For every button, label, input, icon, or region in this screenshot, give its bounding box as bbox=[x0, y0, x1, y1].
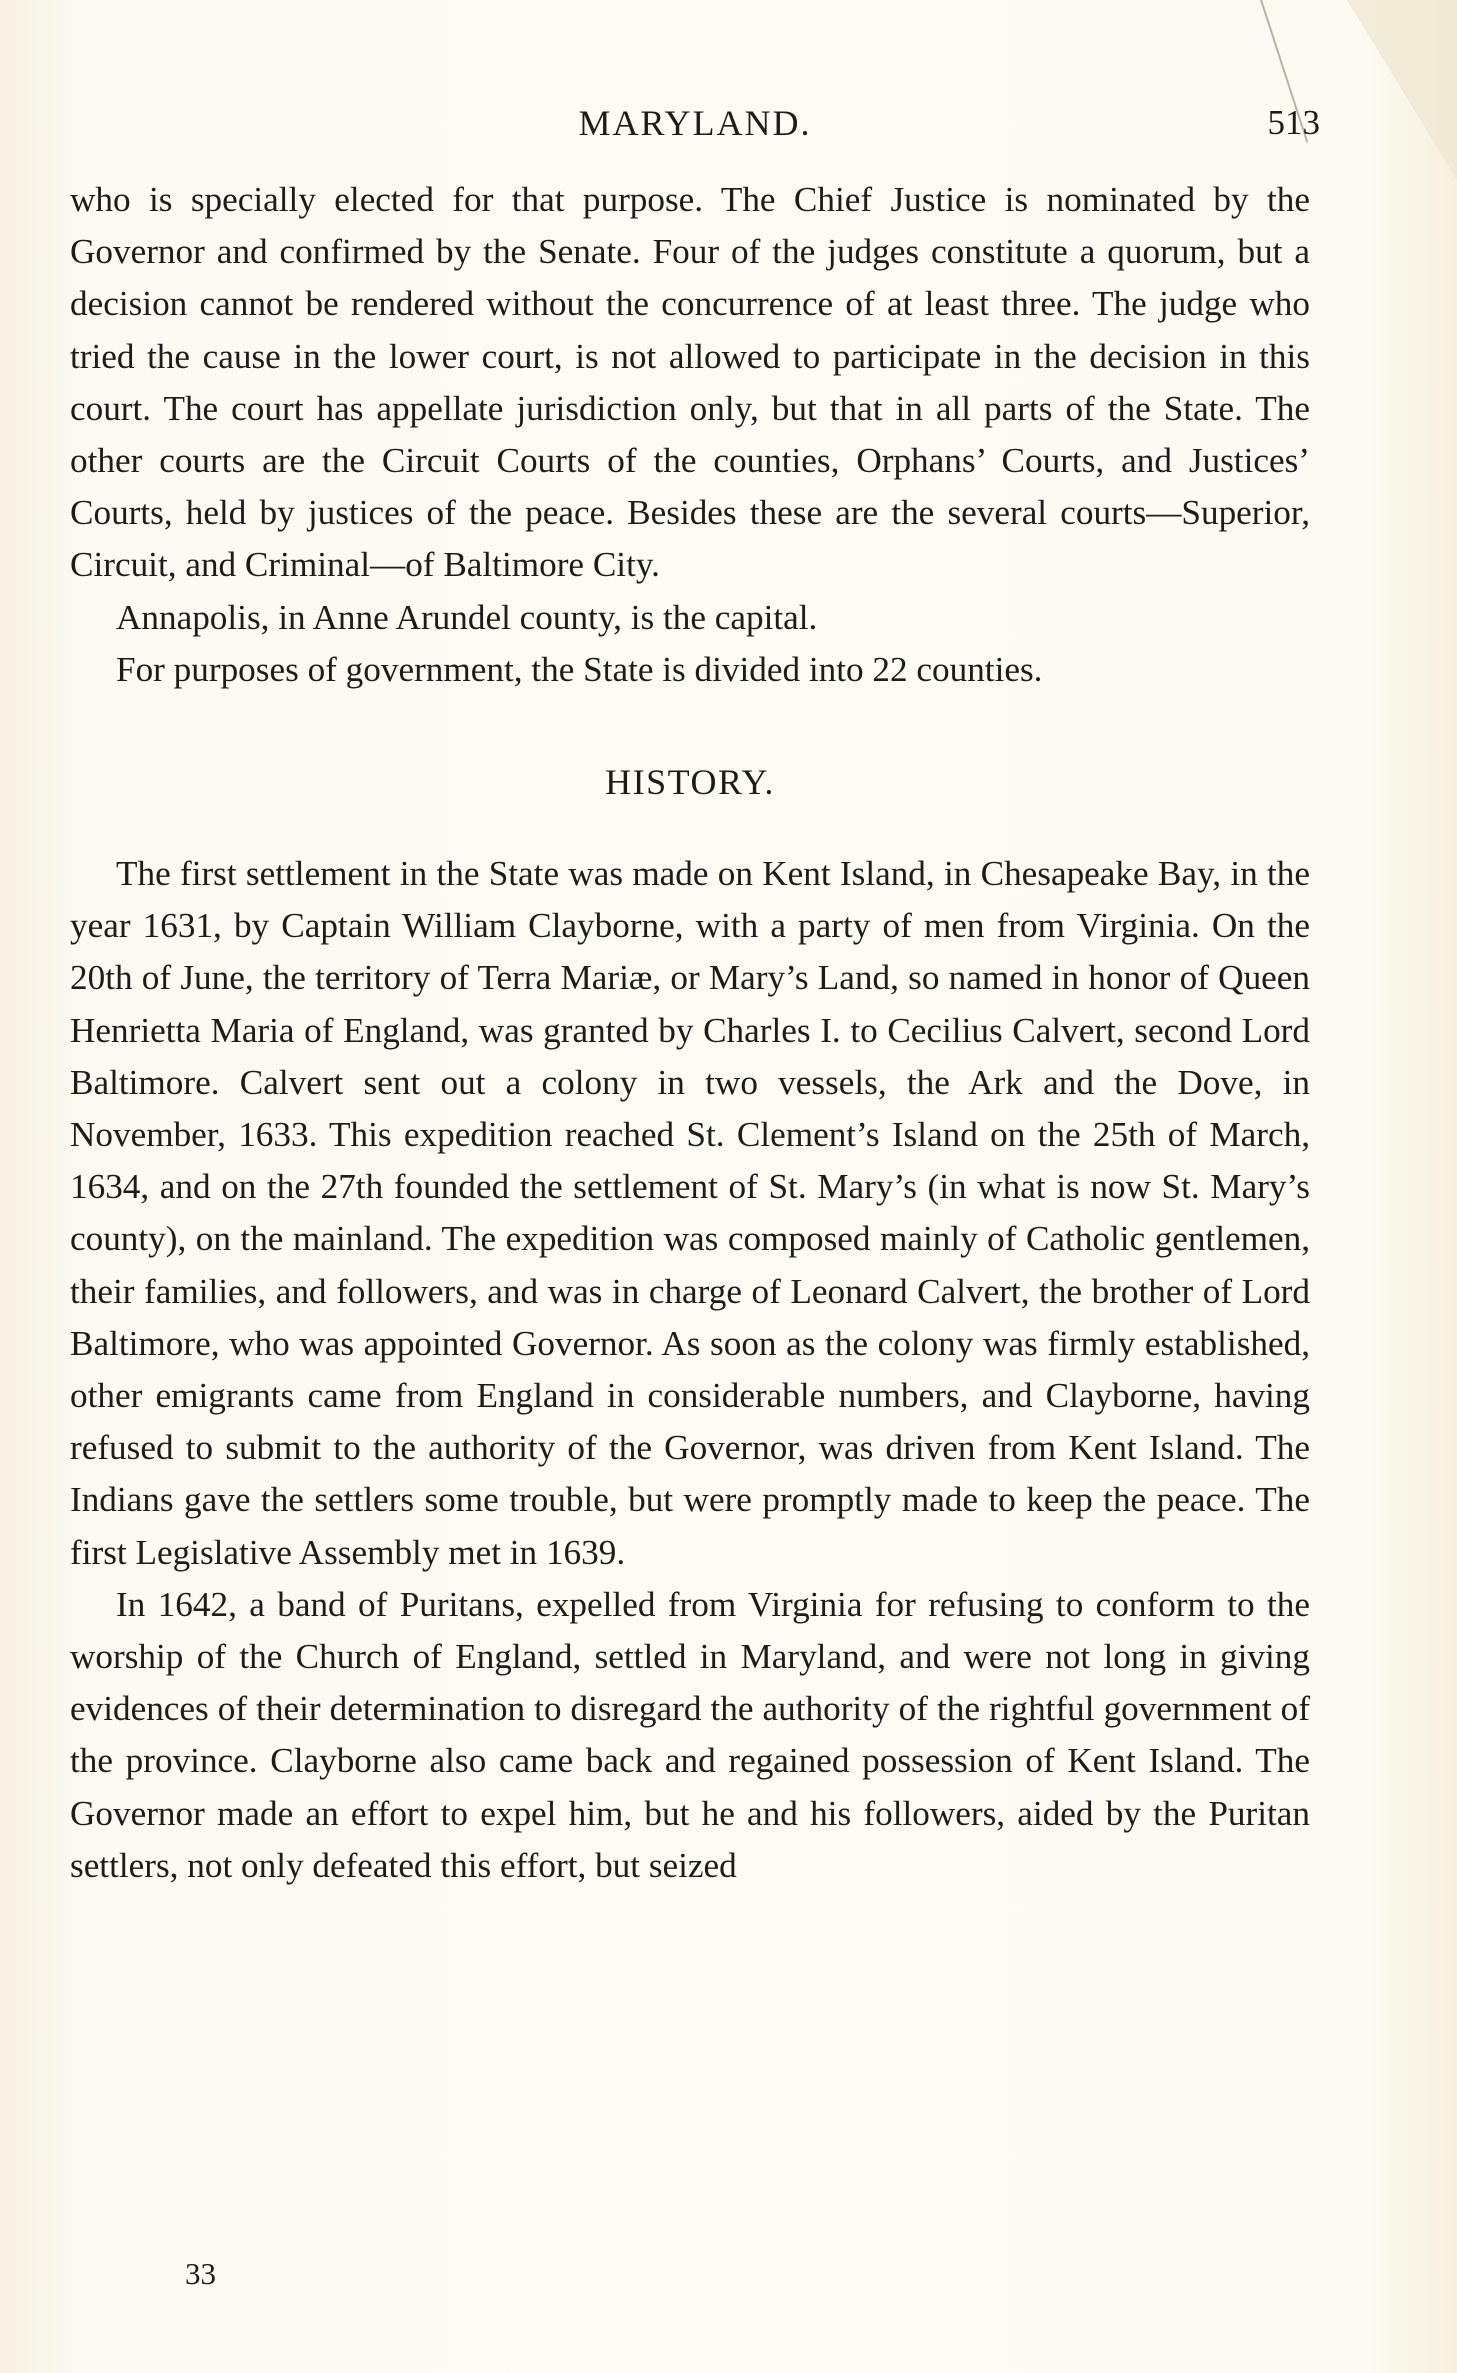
running-head bbox=[70, 98, 1320, 148]
page-number: 513 bbox=[1267, 103, 1320, 142]
paragraph-first-settlement: The first settlement in the State was made on Kent Island, in Chesapeake Bay, in the year 1631, by Captain William Clayborne, with a party of men from Virginia. On the 20th of June, the territory of Terra Mariæ, or Mary’s Land, so named in honor of Queen Henrietta Maria of England, was granted by Charles I. to Cecilius Calvert, second Lord Baltimore. Calvert sent out a colony in two vessels, the Ark and the Dove, in November, 1633. This expedition reached St. Clement’s Island on the 25th of March, 1634, and on the 27th founded the settlement of St. Mary’s (in what is now St. Mary’s county), on the mainland. The expedition was composed mainly of Catholic gentlemen, their families, and followers, and was in charge of Leonard Calvert, the brother of Lord Baltimore, who was appointed Governor. As soon as the colony was firmly established, other emigrants came from England in considerable numbers, and Clayborne, having refused to submit to the authority of the Governor, was driven from Kent Island. The Indians gave the settlers some trouble, but were promptly made to keep the peace. The first Legislative Assembly met in 1639. bbox=[70, 854, 1310, 1572]
folded-corner bbox=[1347, 0, 1457, 180]
paragraph-capital: Annapolis, in Anne Arundel county, is the capital. bbox=[116, 597, 818, 637]
paragraph-counties: For purposes of government, the State is divided into 22 counties. bbox=[116, 649, 1043, 689]
body-text bbox=[70, 174, 1310, 1892]
signature-mark: 33 bbox=[185, 2256, 216, 2291]
paragraph-courts: who is specially elected for that purpose. The Chief Justice is nominated by the Governor and confirmed by the Senate. Four of the judges constitute a quorum, but a decision cannot be rendered without the concurrence of at least three. The judge who tried the cause in the lower court, is not allowed to participate in the decision in this court. The court has appellate jurisdiction only, but that in all parts of the State. The other courts are the Circuit Courts of the counties, Orphans’ Courts, and Justices’ Courts, held by justices of the peace. Besides these are the several courts—Superior, Circuit, and Criminal—of Baltimore City. bbox=[70, 180, 1310, 585]
running-head-title: MARYLAND. bbox=[578, 103, 812, 143]
section-heading-history: HISTORY. bbox=[605, 762, 775, 803]
paragraph-puritans: In 1642, a band of Puritans, expelled from Virginia for refusing to conform to the worship of the Church of England, settled in Maryland, and were not long in giving evidences of their determination to disregard the authority of the rightful government of the province. Clayborne also came back and regained possession of Kent Island. The Governor made an effort to expel him, but he and his followers, aided by the Puritan settlers, not only defeated this effort, but seized bbox=[70, 1584, 1310, 1885]
